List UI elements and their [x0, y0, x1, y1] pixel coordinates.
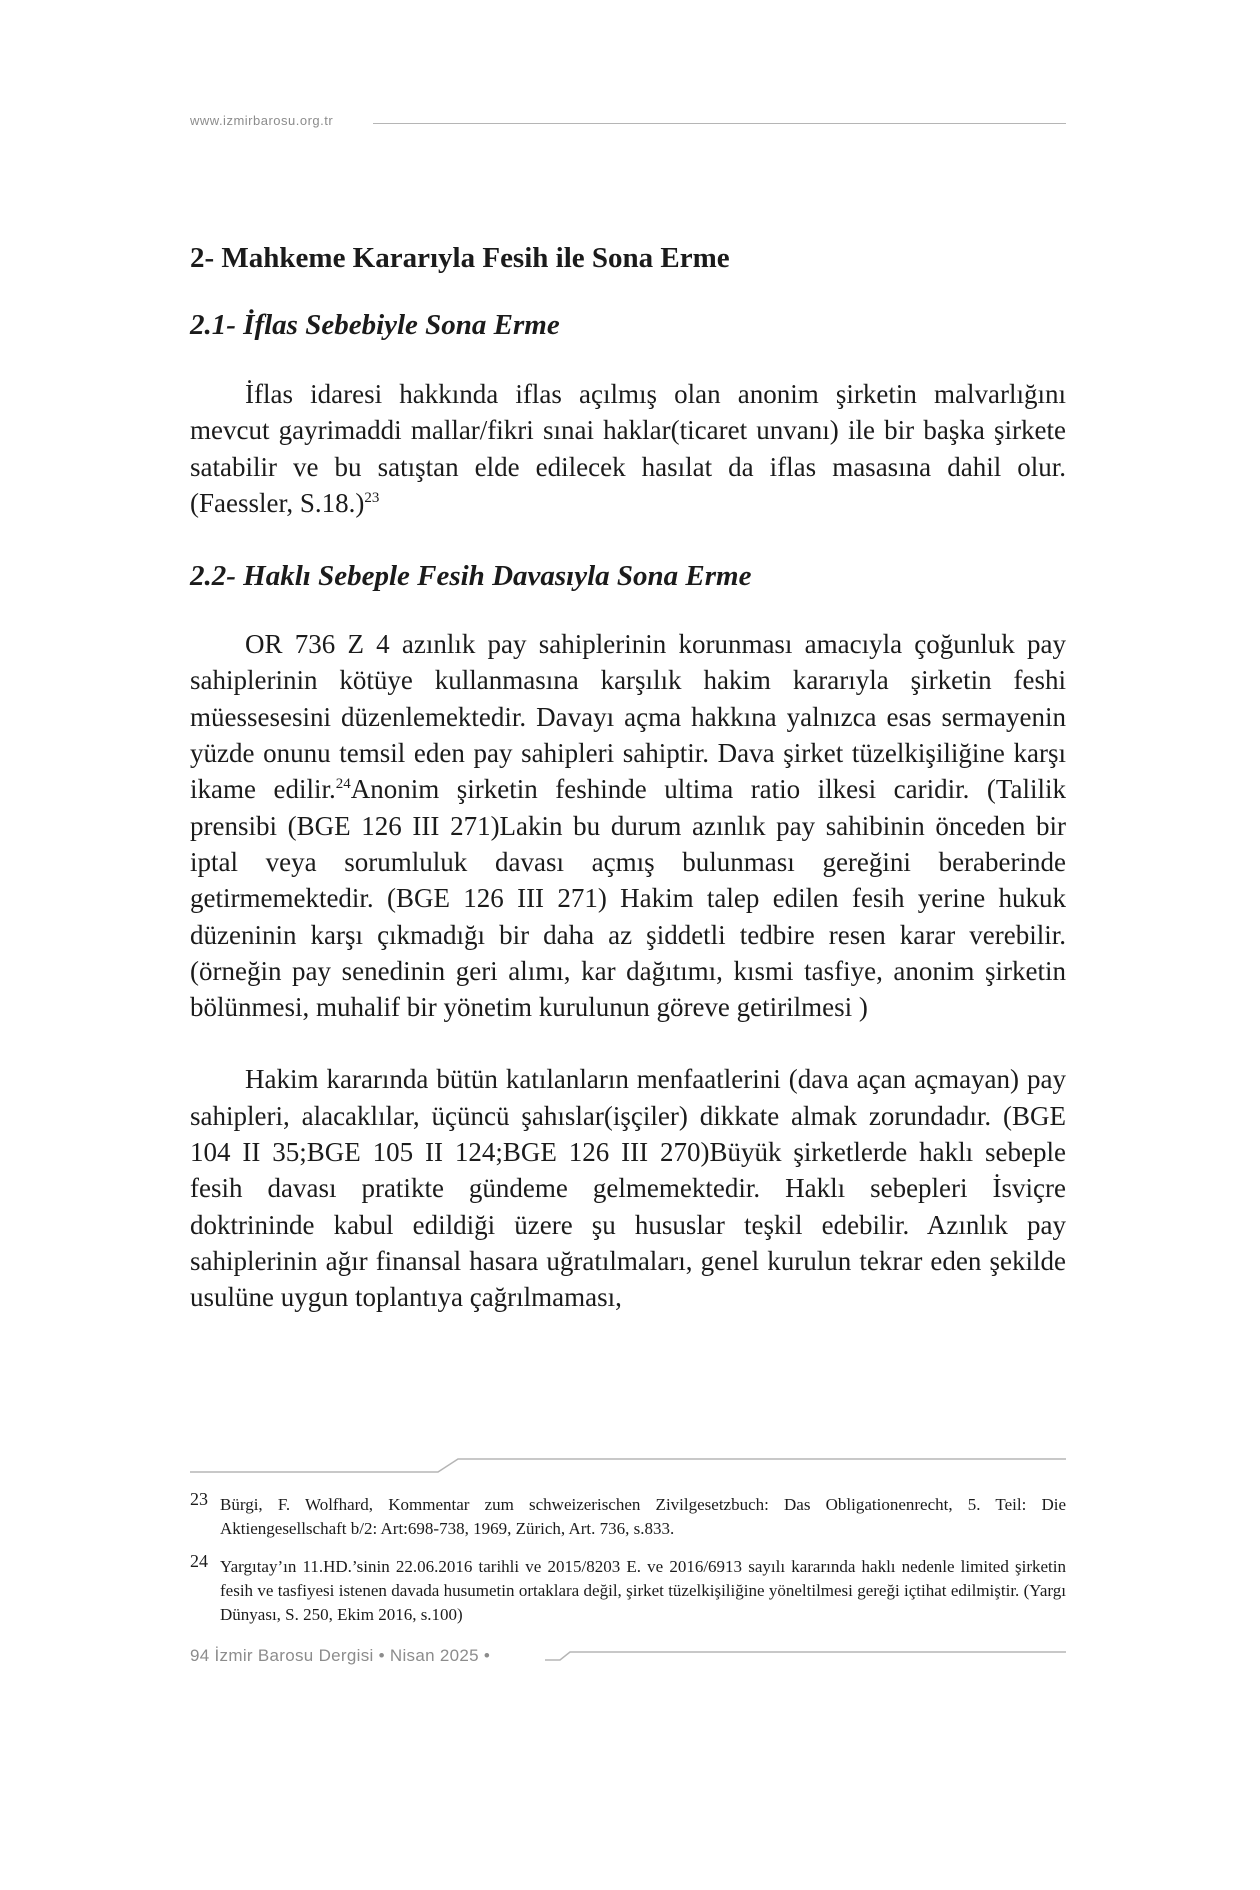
paragraph-hakli-sebep-text-a: OR 736 Z 4 azınlık pay sahiplerinin korunması amacıyla çoğunluk pay sahiplerinin kötüye kullanmasına karşılık hakim kararıyla şirketin feshi müessesesini düzenlemektedir. Davayı açma hakkına yalnızca esas sermayenin yüzde onunu temsil eden pay sahipleri sahiptir. Dava şirket tüzelkişiliğine karşı ikame edilir. [190, 629, 1066, 805]
header-url[interactable]: www.izmirbarosu.org.tr [190, 113, 334, 128]
subsection-title-2-1: 2.1- İflas Sebebiyle Sona Erme [190, 309, 560, 341]
paragraph-hakli-sebep-text-b: Anonim şirketin feshinde ultima ratio ilkesi caridir. (Talilik prensibi (BGE 126 III 271)Lakin bu durum azınlık pay sahibinin önceden bir iptal veya sorumluluk davası açmış bulunması gereğini beraberinde getirmemektedir. (BGE 126 III 271) Hakim talep edilen fesih yerine hukuk düzeninin karşı çıkmadığı bir daha az şiddetli tedbire resen karar verebilir. (örneğin pay senedinin geri alımı, kar dağıtımı, kısmi tasfiye, anonim şirketin bölünmesi, muhalif bir yönetim kurulunun göreve getirilmesi ) [190, 774, 1066, 1023]
paragraph-hakim-karari: Hakim kararında bütün katılanların menfaatlerini (dava açan açmayan) pay sahipleri, alacaklılar, üçüncü şahıslar(işçiler) dikkate almak zorundadır. (BGE 104 II 35;BGE 105 II 124;BGE 126 III 270)Büyük şirketlerde haklı sebeple fesih davası pratikte gündeme gelmemektedir. Haklı sebepleri İsviçre doktrininde kabul edildiği üzere şu hususlar teşkil edebilir. Azınlık pay sahiplerinin ağır finansal hasara uğratılmaları, genel kurulun tekrar eden şekilde usulüne uygun toplantıya çağrılmaması, [190, 1064, 1066, 1313]
section-title: 2- Mahkeme Kararıyla Fesih ile Sona Erme [190, 242, 730, 274]
paragraph-iflas-text: İflas idaresi hakkında iflas açılmış olan anonim şirketin malvarlığını mevcut gayrimaddi mallar/fikri sınai haklar(ticaret unvanı) ile bir başka şirkete satabilir ve bu satıştan elde edilecek hasılat da iflas masasına dahil olur. (Faessler, S.18.) [190, 379, 1066, 518]
footnote-ref-23[interactable]: 23 [364, 489, 380, 506]
main-content [190, 240, 1066, 1316]
header-rule [373, 123, 1066, 124]
paragraph-iflas [190, 376, 1066, 521]
footnote-ref-24[interactable]: 24 [335, 776, 351, 793]
footnote-24 [190, 1551, 1066, 1627]
footnote-number: 23 [190, 1489, 208, 1509]
paragraph-hakli-sebep [190, 626, 1066, 1025]
footnotes [190, 1489, 1066, 1641]
footer-text: 94 İzmir Barosu Dergisi • Nisan 2025 • [190, 1646, 491, 1665]
footnote-separator [190, 1457, 1066, 1473]
page-footer [190, 1646, 1066, 1670]
subsection-title-2-2: 2.2- Haklı Sebeple Fesih Davasıyla Sona Erme [190, 560, 752, 593]
footnote-text: Bürgi, F. Wolfhard, Kommentar zum schweizerischen Zivilgesetzbuch: Das Obligationenrecht, 5. Teil: Die Aktiengesellschaft b/2: Art:698-738, 1969, Zürich, Art. 736, s.833. [220, 1495, 1066, 1538]
page-header [190, 113, 1066, 133]
footnote-text: Yargıtay’ın 11.HD.’sinin 22.06.2016 tarihli ve 2015/8203 E. ve 2016/6913 sayılı kararında haklı nedenle limited şirketin fesih ve tasfiyesi istenen davada husumetin ortaklara değil, şirket tüzelkişiliğine yöneltilmesi gereği içtihat edilmiştir. (Yargı Dünyası, S. 250, Ekim 2016, s.100) [220, 1557, 1066, 1624]
footnote-number: 24 [190, 1551, 208, 1571]
footnote-23 [190, 1489, 1066, 1541]
